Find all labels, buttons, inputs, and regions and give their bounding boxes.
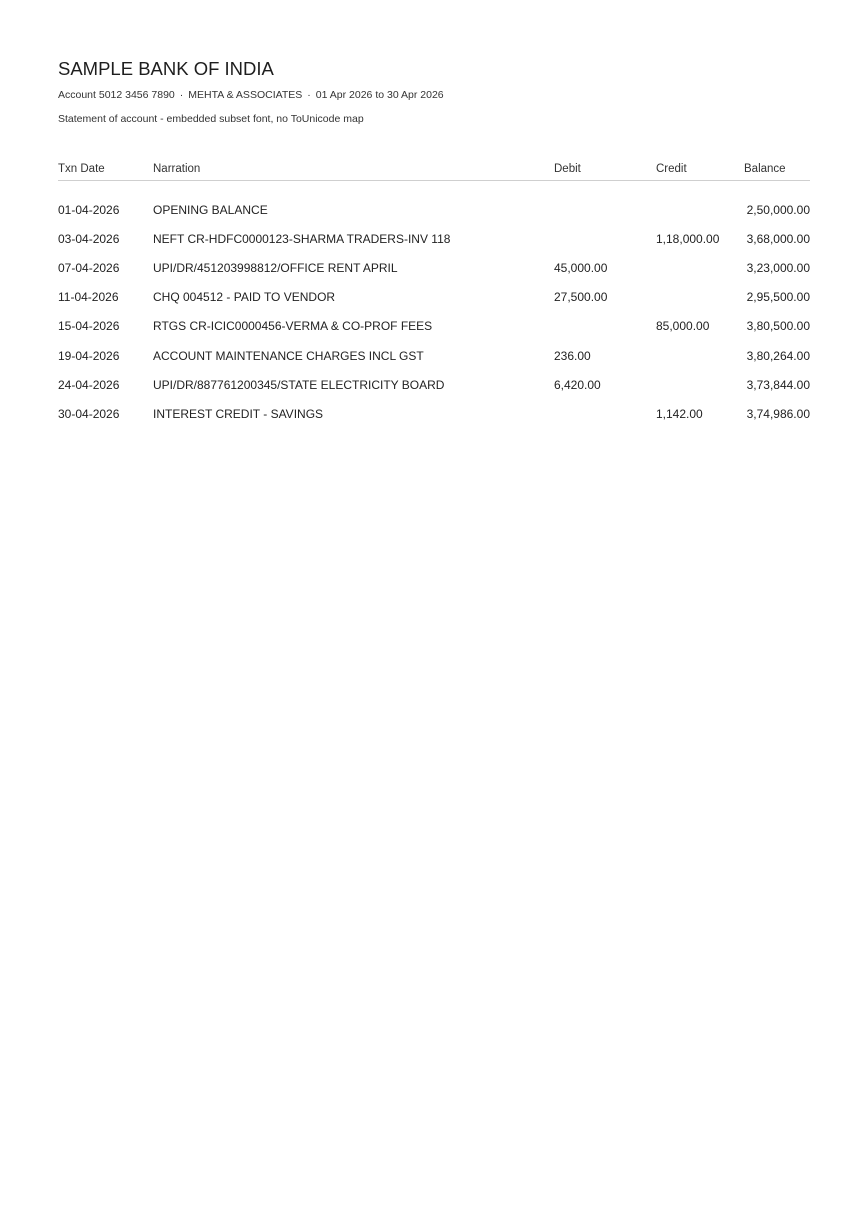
txn-date-cell: 03-04-2026 — [58, 231, 120, 246]
table-row — [58, 224, 810, 253]
separator: · — [179, 89, 184, 101]
narration-cell: ACCOUNT MAINTENANCE CHARGES INCL GST — [153, 348, 424, 363]
txn-date-cell: 30-04-2026 — [58, 406, 120, 421]
account-holder: MEHTA & ASSOCIATES — [188, 89, 303, 101]
credit-cell — [656, 341, 744, 370]
debit-cell — [554, 399, 656, 428]
debit-cell: 27,500.00 — [554, 290, 608, 305]
txn-date-cell: 24-04-2026 — [58, 377, 120, 392]
separator: · — [307, 89, 311, 101]
debit-cell — [554, 195, 656, 224]
narration-cell: CHQ 004512 - PAID TO VENDOR — [153, 290, 336, 305]
balance-cell: 3,80,264.00 — [746, 348, 810, 363]
statement-note: Statement of account - embedded subset font, no ToUnicode map — [58, 113, 364, 125]
table-row — [58, 195, 810, 224]
credit-cell — [656, 195, 744, 224]
table-spacer — [58, 181, 810, 196]
column-header-narration: Narration — [153, 158, 554, 181]
balance-cell: 2,50,000.00 — [746, 202, 810, 217]
balance-cell: 3,73,844.00 — [746, 377, 810, 392]
credit-cell — [656, 370, 744, 399]
narration-cell: RTGS CR-ICIC0000456-VERMA & CO-PROF FEES — [153, 319, 433, 334]
table-row — [58, 370, 810, 399]
balance-cell: 3,23,000.00 — [746, 260, 810, 275]
statement-period: 01 Apr 2026 to 30 Apr 2026 — [315, 89, 444, 101]
table-row — [58, 253, 810, 282]
narration-cell: NEFT CR-HDFC0000123-SHARMA TRADERS-INV 118 — [153, 231, 451, 246]
table-header-row — [58, 158, 810, 181]
txn-date-cell: 19-04-2026 — [58, 348, 120, 363]
credit-cell: 85,000.00 — [656, 319, 710, 334]
table-row — [58, 283, 810, 312]
column-header-date: Txn Date — [58, 158, 153, 181]
balance-cell: 3,68,000.00 — [746, 231, 810, 246]
table-row — [58, 312, 810, 341]
credit-cell — [656, 253, 744, 282]
transactions-table — [58, 158, 810, 429]
narration-cell: INTEREST CREDIT - SAVINGS — [153, 406, 324, 421]
debit-cell — [554, 312, 656, 341]
narration-cell: UPI/DR/451203998812/OFFICE RENT APRIL — [153, 260, 398, 275]
debit-cell — [554, 224, 656, 253]
column-header-credit: Credit — [656, 158, 744, 181]
column-header-debit: Debit — [554, 158, 656, 181]
credit-cell: 1,142.00 — [656, 406, 703, 421]
debit-cell: 45,000.00 — [554, 260, 608, 275]
table-row — [58, 399, 810, 428]
account-number: Account 5012 3456 7890 — [58, 89, 175, 101]
txn-date-cell: 11-04-2026 — [58, 290, 119, 305]
narration-cell: OPENING BALANCE — [153, 202, 268, 217]
credit-cell: 1,18,000.00 — [656, 231, 720, 246]
balance-cell: 2,95,500.00 — [746, 290, 810, 305]
txn-date-cell: 15-04-2026 — [58, 319, 120, 334]
balance-cell: 3,74,986.00 — [746, 406, 810, 421]
account-info-line — [58, 89, 444, 101]
credit-cell — [656, 283, 744, 312]
column-header-balance: Balance — [744, 158, 810, 181]
txn-date-cell: 07-04-2026 — [58, 260, 120, 275]
txn-date-cell: 01-04-2026 — [58, 202, 120, 217]
narration-cell: UPI/DR/887761200345/STATE ELECTRICITY BOARD — [153, 377, 445, 392]
balance-cell: 3,80,500.00 — [746, 319, 810, 334]
debit-cell: 236.00 — [554, 348, 591, 363]
debit-cell: 6,420.00 — [554, 377, 601, 392]
bank-name: SAMPLE BANK OF INDIA — [58, 58, 274, 79]
table-row — [58, 341, 810, 370]
